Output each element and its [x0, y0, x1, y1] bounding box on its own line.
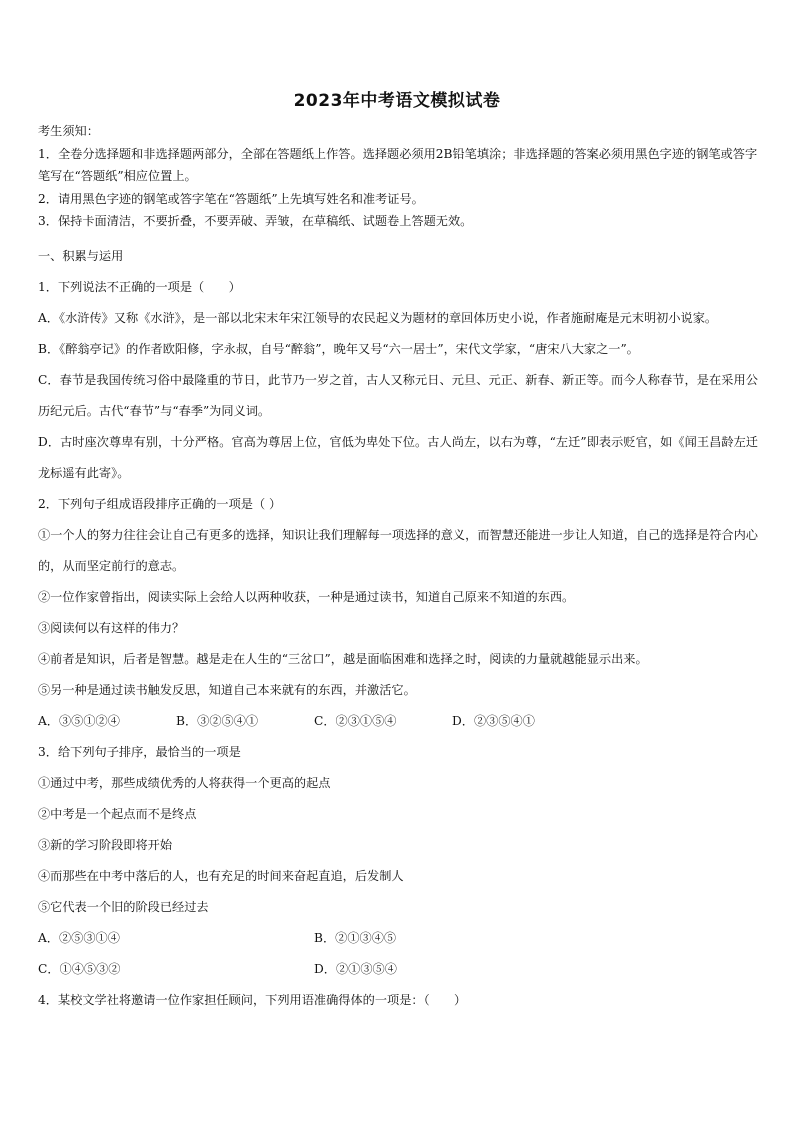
q2-option-b: B．③②⑤④①: [176, 714, 259, 728]
section-heading: 一、积累与运用: [38, 249, 124, 263]
notice-item-2: 2．请用黑色字迹的钢笔或答字笔在“答题纸”上先填写姓名和准考证号。: [38, 191, 424, 206]
q3-sentence-5: ⑤它代表一个旧的阶段已经过去: [38, 900, 209, 914]
q3-option-c: C．①④⑤③②: [38, 962, 121, 976]
q3-sentence-3: ③新的学习阶段即将开始: [38, 838, 173, 852]
q2-sentence-4: ④前者是知识，后者是智慧。越是走在人生的“三岔口”，越是面临困难和选择之时，阅读的力量就越能显示出来。: [38, 652, 648, 666]
q2-sentence-5: ⑤另一种是通过读书触发反思，知道自己本来就有的东西，并激活它。: [38, 683, 416, 697]
q2-options: [38, 706, 758, 737]
q3-option-a: A．②⑤③①④: [38, 931, 120, 945]
q2-option-c: C．②③①⑤④: [314, 714, 397, 728]
notice-item-3: 3．保持卡面清洁，不要折叠，不要弄破、弄皱，在草稿纸、试题卷上答题无效。: [38, 214, 473, 228]
q1-option-d: D．古时座次尊卑有别，十分严格。官高为尊居上位，官低为卑处下位。古人尚左，以右为尊，“左迁”即表示贬官，如《闻王昌龄左迁龙标遥有此寄》。: [38, 435, 758, 480]
q1-option-c: C．春节是我国传统习俗中最隆重的节日，此节乃一岁之首，古人又称元日、元旦、元正、新春、新正等。而今人称春节，是在采用公历纪元后。古代“春节”与“春季”为同义词。: [38, 373, 758, 418]
q2-sentence-2: ②一位作家曾指出，阅读实际上会给人以两种收获，一种是通过读书，知道自己原来不知道的东西。: [38, 590, 575, 604]
q1-option-a: A．《水浒传》又称《水浒》，是一部以北宋末年宋江领导的农民起义为题材的章回体历史小说，作者施耐庵是元末明初小说家。: [38, 311, 718, 325]
q3-options-row-1: [38, 923, 758, 954]
notice-heading: 考生须知：: [38, 124, 99, 138]
notice-item-1: 1．全卷分选择题和非选择题两部分，全部在答题纸上作答。选择题必须用2B铅笔填涂；非选择题的答案必须用黑色字迹的钢笔或答字笔写在“答题纸”相应位置上。: [38, 146, 758, 183]
q3-option-b: B．②①③④⑤: [314, 931, 397, 945]
page-title: 2023年中考语文模拟试卷: [293, 91, 501, 111]
q1-option-b: B．《醉翁亭记》的作者欧阳修，字永叔，自号“醉翁”，晚年又号“六一居士”，宋代文学家，“唐宋八大家之一”。: [38, 342, 639, 356]
q3-sentence-1: ①通过中考，那些成绩优秀的人将获得一个更高的起点: [38, 776, 331, 790]
q3-sentence-2: ②中考是一个起点而不是终点: [38, 807, 197, 821]
q2-sentence-3: ③阅读何以有这样的伟力？: [38, 621, 185, 635]
exam-notice: [38, 120, 758, 233]
exam-body: [38, 241, 758, 1016]
q2-option-a: A．③⑤①②④: [38, 714, 120, 728]
q2-sentence-1: ①一个人的努力往往会让自己有更多的选择，知识让我们理解每一项选择的意义，而智慧还能进一步让人知道，自己的选择是符合内心的，从而坚定前行的意志。: [38, 528, 758, 573]
q1-stem: 1．下列说法不正确的一项是（ ）: [38, 280, 241, 294]
q2-option-d: D．②③⑤④①: [452, 714, 535, 728]
q3-options-row-2: [38, 954, 758, 985]
q2-stem: 2．下列句子组成语段排序正确的一项是（ ）: [38, 497, 282, 511]
q3-stem: 3．给下列句子排序，最恰当的一项是: [38, 745, 241, 759]
q4-stem: 4．某校文学社将邀请一位作家担任顾问，下列用语准确得体的一项是：（ ）: [38, 993, 467, 1007]
q3-option-d: D．②①③⑤④: [314, 962, 397, 976]
q3-sentence-4: ④而那些在中考中落后的人，也有充足的时间来奋起直追，后发制人: [38, 869, 404, 883]
